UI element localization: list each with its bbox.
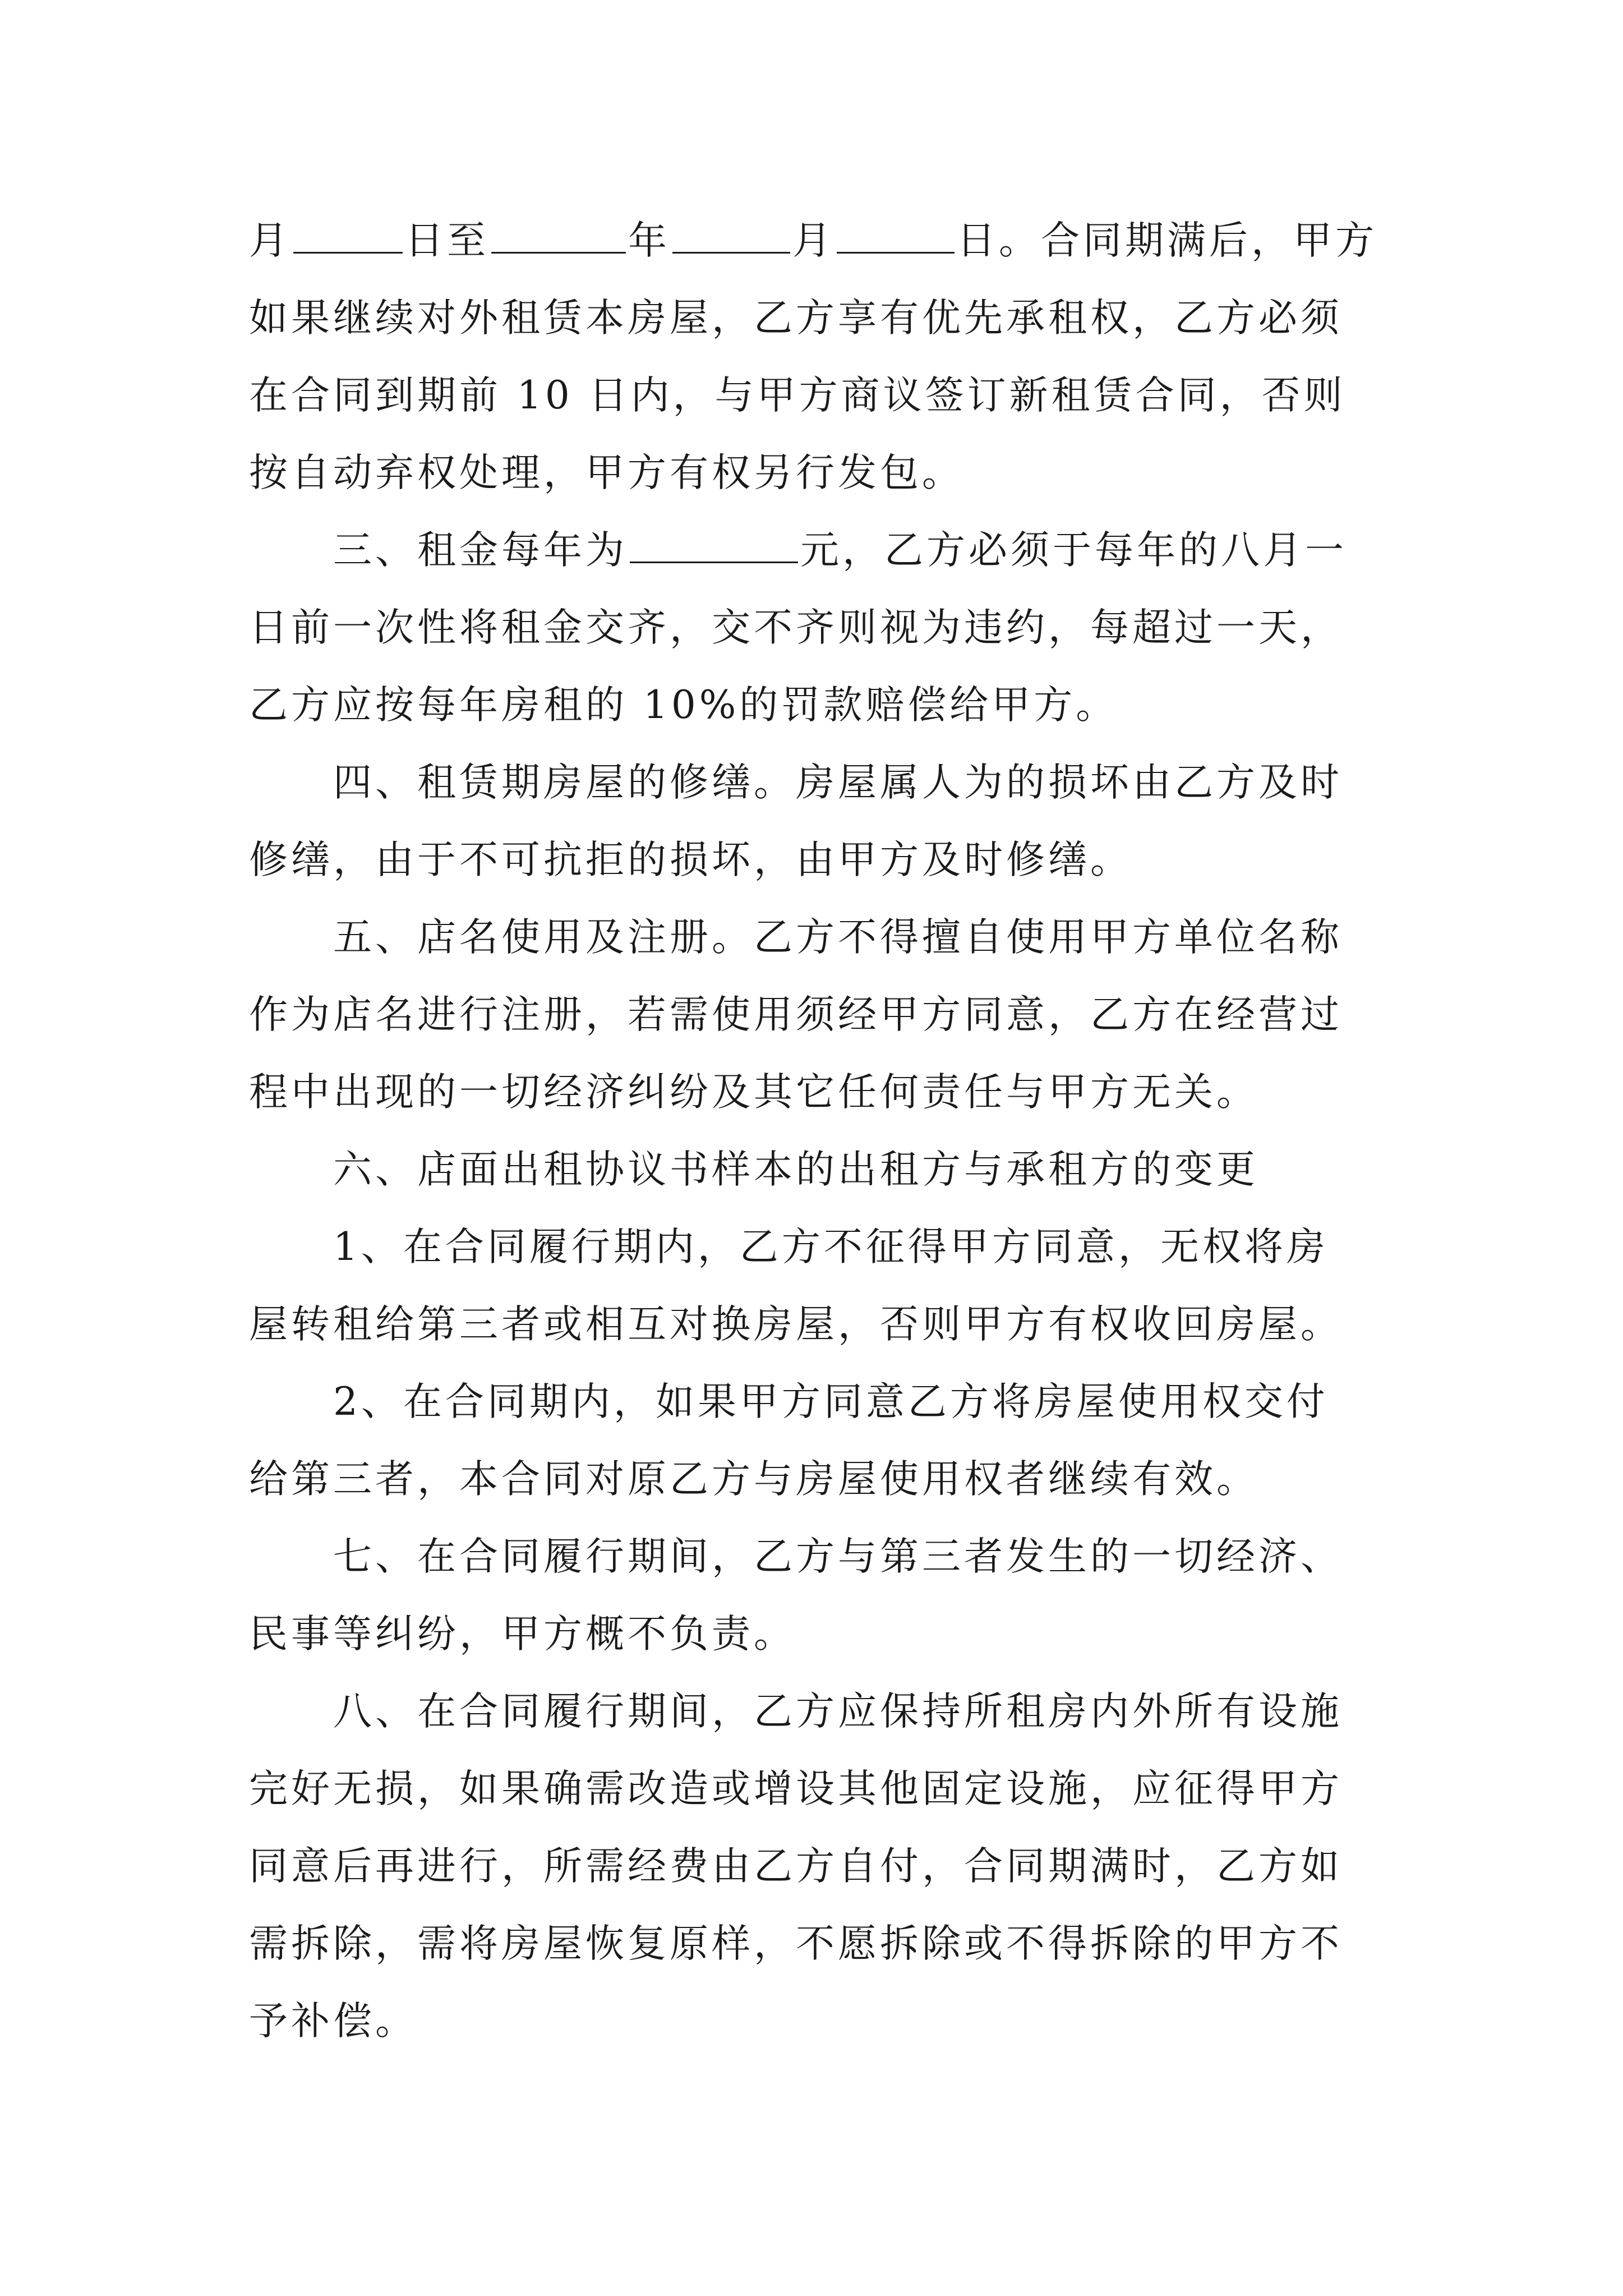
text: 日。合同期满后，甲方 [957,218,1377,263]
line: 2、在合同期内，如果甲方同意乙方将房屋使用权交付 [333,1379,1329,1424]
fill-in-blank [630,529,798,563]
paragraph-term-dates [249,202,1393,512]
line: 日前一次性将租金交齐，交不齐则视为违约，每超过一天， [249,605,1343,650]
fill-in-blank [672,219,790,254]
line: 六、店面出租协议书样本的出租方与承租方的变更 [333,1147,1258,1192]
line: 四、租赁期房屋的修缮。房屋属人为的损坏由乙方及时 [333,760,1343,805]
line: 完好无损，如果确需改造或增设其他固定设施，应征得甲方 [249,1766,1343,1811]
paragraph-clause-2 [249,1363,1393,1518]
line: 七、在合同履行期间，乙方与第三者发生的一切经济、 [333,1534,1343,1579]
line [249,512,1393,589]
line: 需拆除，需将房屋恢复原样，不愿拆除或不得拆除的甲方不 [249,1921,1343,1966]
document-body [249,202,1393,2060]
paragraph-facilities [249,1673,1393,2060]
line [249,202,1393,279]
line: 作为店名进行注册，若需使用须经甲方同意，乙方在经营过 [249,992,1343,1037]
fill-in-blank [491,219,626,254]
text: 三、租金每年为 [333,528,628,573]
line: 按自动弃权处理，甲方有权另行发包。 [249,450,964,495]
paragraph-store-name [249,899,1393,1131]
line: 予补偿。 [249,1999,417,2044]
text: 日至 [405,218,489,263]
line: 民事等纠纷，甲方概不负责。 [249,1612,796,1657]
line: 修缮，由于不可抗拒的损坏，由甲方及时修缮。 [249,838,1132,882]
fill-in-blank [837,219,955,254]
line: 如果继续对外租赁本房屋，乙方享有优先承租权，乙方必须 [249,296,1343,341]
paragraph-rent [249,512,1393,744]
text: 年 [628,218,670,263]
line: 程中出现的一切经济纠纷及其它任何责任与甲方无关。 [249,1070,1258,1115]
text: 元，乙方必须于每年的八月一 [800,528,1347,573]
text: 月 [249,218,291,263]
line: 屋转租给第三者或相互对换房屋，否则甲方有权收回房屋。 [249,1302,1343,1347]
line: 五、店名使用及注册。乙方不得擅自使用甲方单位名称 [333,915,1343,960]
line: 同意后再进行，所需经费由乙方自付，合同期满时，乙方如 [249,1844,1343,1889]
fill-in-blank [293,219,403,254]
line: 1、在合同履行期内，乙方不征得甲方同意，无权将房 [333,1225,1329,1269]
paragraph-third-party-disputes [249,1518,1393,1673]
text: 月 [792,218,834,263]
line: 在合同到期前 10 日内，与甲方商议签订新租赁合同，否则 [249,373,1346,418]
paragraph-clause-1 [249,1208,1393,1363]
paragraph-repairs [249,744,1393,899]
paragraph-party-change-heading [249,1131,1393,1208]
line: 给第三者，本合同对原乙方与房屋使用权者继续有效。 [249,1457,1258,1502]
line: 乙方应按每年房租的 10%的罚款赔偿给甲方。 [249,683,1118,728]
line: 八、在合同履行期间，乙方应保持所租房内外所有设施 [333,1689,1343,1734]
